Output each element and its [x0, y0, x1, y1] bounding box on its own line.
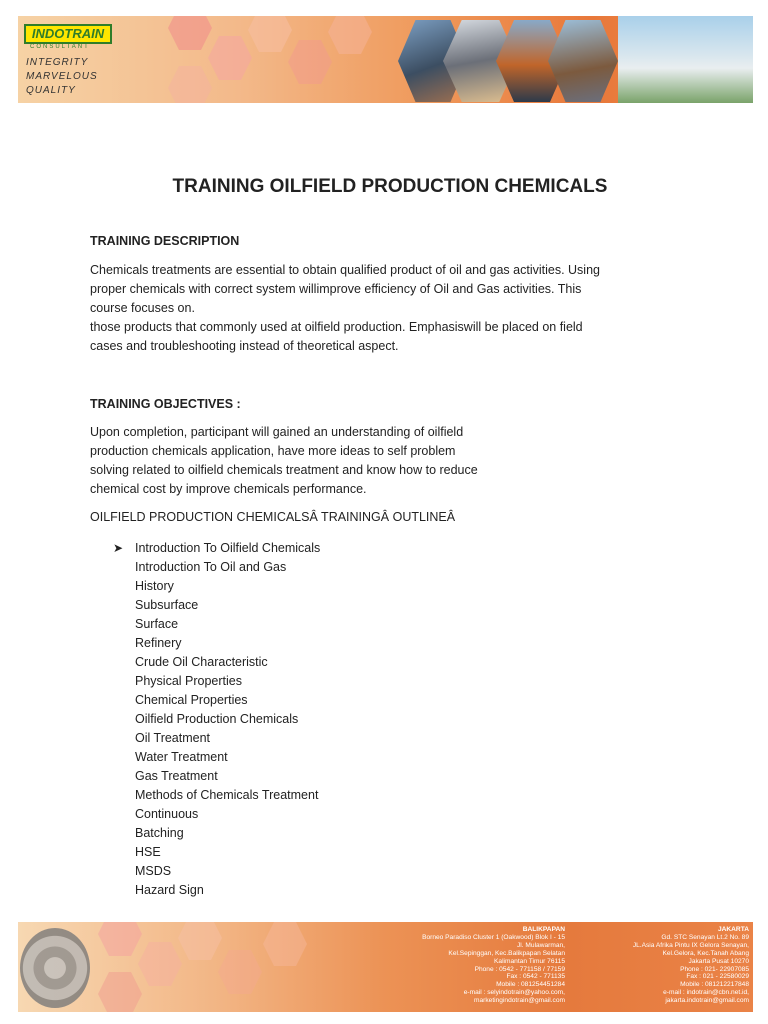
hexagon-decoration [138, 942, 182, 986]
hexagon-decoration [168, 66, 212, 103]
list-item: Introduction To Oil and Gas [135, 560, 287, 574]
description-heading: TRAINING DESCRIPTION [90, 234, 240, 248]
hexagon-decoration [248, 16, 292, 52]
address-line: Mobile : 081212217848 [680, 981, 749, 989]
list-item: Surface [135, 617, 179, 631]
outline-heading: OILFIELD PRODUCTION CHEMICALSÂ TRAININGÂ OUTLINEÂ [90, 510, 456, 524]
plant-photo [618, 16, 753, 103]
description-line: Chemicals treatments are essential to obtain qualified product of oil and gas activities. Using [90, 263, 600, 277]
address-line: Jakarta Pusat 10270 [688, 957, 749, 965]
address-line: e-mail : indotrain@cbn.net.id, [663, 989, 749, 997]
address-line: JL.Asia Afrika Pintu IX Gelora Senayan, [632, 941, 749, 949]
address-line: Mobile : 081254451284 [496, 981, 565, 989]
list-item: Water Treatment [135, 750, 228, 764]
objectives-paragraph [90, 423, 478, 499]
list-item: History [135, 579, 174, 593]
balikpapan-address [422, 926, 565, 1005]
objectives-line: production chemicals application, have more ideas to self problem [90, 444, 456, 458]
hexagon-decoration [288, 40, 332, 84]
list-item: Chemical Properties [135, 693, 248, 707]
list-item: HSE [135, 845, 161, 859]
description-paragraph [90, 261, 600, 356]
description-line: those products that commonly used at oilfield production. Emphasiswill be placed on field [90, 320, 583, 334]
page-title: TRAINING OILFIELD PRODUCTION CHEMICALS [172, 176, 608, 197]
arrow-bullet-icon: ➤ [113, 541, 124, 555]
address-line: Jl. Mulawarman, [516, 941, 565, 949]
hexagon-decoration [168, 16, 212, 50]
equipment-photo [548, 20, 618, 102]
list-item: Methods of Chemicals Treatment [135, 788, 319, 802]
address-line: Gd. STC Senayan Lt.2 No. 89 [661, 933, 749, 941]
hexagon-decoration [328, 16, 372, 54]
address-line: marketingindotrain@gmail.com [474, 997, 565, 1005]
hexagon-decoration [98, 972, 142, 1012]
logo-subtitle: CONSULTANT [30, 44, 90, 50]
address-line: Kalimantan Timur 76115 [494, 957, 565, 965]
header-banner [18, 16, 753, 103]
motto-line: MARVELOUS [26, 71, 98, 82]
hexagon-decoration [218, 950, 262, 994]
address-line: e-mail : selyindotrain@yahoo.com, [463, 989, 565, 997]
address-line: Phone : 021- 22907085 [680, 965, 749, 973]
list-item: Introduction To Oilfield Chemicals [135, 541, 321, 555]
address-line: Fax : 0542 - 771135 [506, 973, 565, 981]
list-item: Oilfield Production Chemicals [135, 712, 299, 726]
description-line: proper chemicals with correct system willimprove efficiency of Oil and Gas activities. This [90, 282, 582, 296]
motto-line: QUALITY [26, 85, 76, 96]
list-item: Subsurface [135, 598, 199, 612]
objectives-heading: TRAINING OBJECTIVES : [90, 397, 241, 411]
address-line: Kel.Gelora, Kec.Tanah Abang [662, 949, 749, 957]
address-line: jakarta.indotrain@gmail.com [665, 997, 749, 1005]
jakarta-address [633, 926, 749, 1005]
description-line: cases and troubleshooting instead of theoretical aspect. [90, 339, 399, 353]
objectives-line: chemical cost by improve chemicals performance. [90, 482, 367, 496]
hexagon-decoration [98, 922, 142, 956]
logo-text: INDOTRAIN [31, 26, 105, 41]
hexagon-decoration [263, 922, 307, 966]
hexagon-decoration [208, 36, 252, 80]
list-item: Gas Treatment [135, 769, 218, 783]
list-item: Hazard Sign [135, 883, 204, 897]
list-item: Crude Oil Characteristic [135, 655, 268, 669]
gear-icon [20, 928, 90, 1008]
motto-line: INTEGRITY [26, 57, 89, 68]
description-line: course focuses on. [90, 301, 195, 315]
list-item: Batching [135, 826, 184, 840]
objectives-line: Upon completion, participant will gained an understanding of oilfield [90, 425, 464, 439]
objectives-line: solving related to oilfield chemicals treatment and know how to reduce [90, 463, 478, 477]
address-line: Kel.Sepinggan, Kec.Balikpapan Selatan [448, 949, 565, 957]
office-title: BALIKPAPAN [522, 926, 565, 933]
list-item: MSDS [135, 864, 172, 878]
address-line: Fax : 021 - 22580029 [686, 973, 749, 981]
list-item: Oil Treatment [135, 731, 211, 745]
outline-list [113, 539, 321, 900]
address-line: Borneo Paradiso Cluster 1 (Oakwood) Blok I - 15 [422, 933, 565, 941]
list-item: Physical Properties [135, 674, 242, 688]
office-title: JAKARTA [717, 926, 749, 933]
motto [26, 56, 98, 98]
list-item: Refinery [135, 636, 182, 650]
hexagon-decoration [178, 922, 222, 960]
company-logo [24, 24, 112, 44]
footer-banner [18, 922, 753, 1012]
list-item: Continuous [135, 807, 199, 821]
address-line: Phone : 0542 - 771158 / 77159 [474, 965, 565, 973]
